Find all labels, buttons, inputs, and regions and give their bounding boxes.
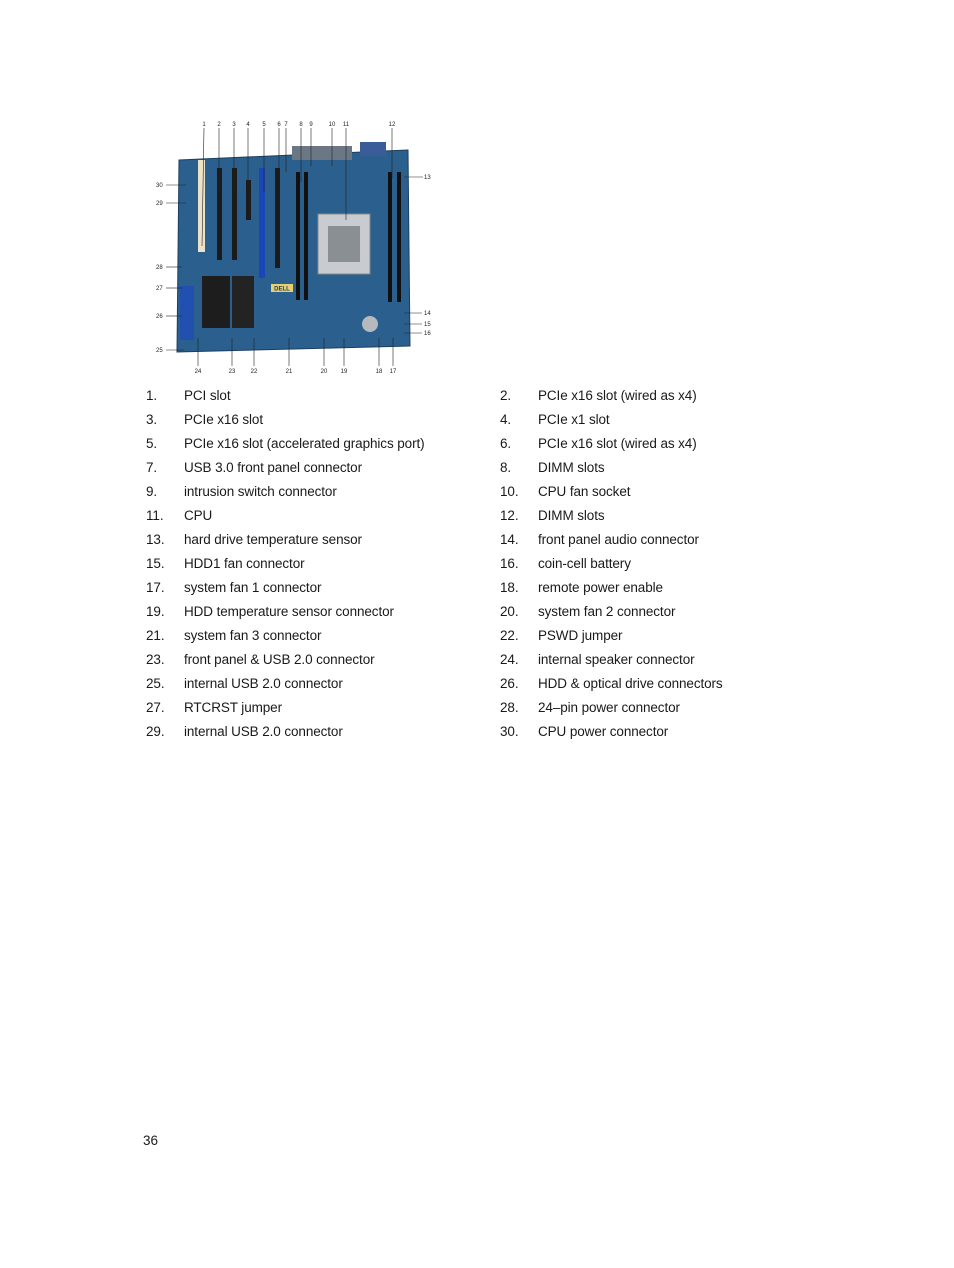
legend-label: system fan 2 connector (538, 604, 676, 619)
legend-label: DIMM slots (538, 508, 605, 523)
legend-number: 7. (146, 460, 158, 475)
callout-1: 1 (202, 122, 206, 128)
legend-row (146, 578, 786, 602)
callout-23: 23 (228, 369, 236, 375)
legend-number: 10. (500, 484, 519, 499)
legend-label: system fan 1 connector (184, 580, 322, 595)
legend-label: internal USB 2.0 connector (184, 724, 343, 739)
legend-number: 23. (146, 652, 165, 667)
legend-number: 27. (146, 700, 165, 715)
legend-label: CPU (184, 508, 213, 523)
legend-label: PCIe x16 slot (accelerated graphics port) (184, 436, 425, 451)
legend-row (146, 650, 786, 674)
callout-19: 19 (340, 369, 348, 375)
legend-label: CPU fan socket (538, 484, 631, 499)
callout-11: 11 (342, 122, 350, 128)
legend-row (146, 698, 786, 722)
legend-row (146, 482, 786, 506)
legend-number: 11. (146, 508, 164, 523)
legend-number: 8. (500, 460, 512, 475)
legend-row (146, 530, 786, 554)
legend-row (146, 626, 786, 650)
legend-number: 24. (500, 652, 519, 667)
legend-row (146, 458, 786, 482)
callout-16: 16 (424, 331, 431, 337)
legend-label: remote power enable (538, 580, 663, 595)
page-number: 36 (143, 1133, 159, 1148)
legend-number: 19. (146, 604, 165, 619)
motherboard-image (142, 116, 440, 380)
legend-label: RTCRST jumper (184, 700, 282, 715)
legend-label: CPU power connector (538, 724, 669, 739)
legend-label: USB 3.0 front panel connector (184, 460, 362, 475)
legend-number: 12. (500, 508, 519, 523)
callout-18: 18 (375, 369, 383, 375)
callout-25: 25 (156, 348, 163, 354)
legend-number: 13. (146, 532, 165, 547)
legend-number: 29. (146, 724, 165, 739)
callout-10: 10 (328, 122, 336, 128)
legend-row (146, 602, 786, 626)
legend-number: 2. (500, 388, 512, 403)
motherboard-figure (142, 116, 440, 380)
callout-8: 8 (299, 122, 303, 128)
legend-number: 18. (500, 580, 519, 595)
legend-label: PCIe x16 slot (wired as x4) (538, 436, 697, 451)
legend-number: 30. (500, 724, 519, 739)
legend-label: PCI slot (184, 388, 231, 403)
legend-label: PCIe x16 slot (wired as x4) (538, 388, 697, 403)
legend-number: 17. (146, 580, 165, 595)
legend-row (146, 410, 786, 434)
legend-number: 6. (500, 436, 512, 451)
legend-label: PCIe x1 slot (538, 412, 610, 427)
legend-label: DIMM slots (538, 460, 605, 475)
legend-label: HDD temperature sensor connector (184, 604, 394, 619)
board-logo-text: DELL (274, 286, 290, 293)
callout-3: 3 (232, 122, 236, 128)
callout-6: 6 (277, 122, 281, 128)
legend-number: 16. (500, 556, 519, 571)
callout-9: 9 (309, 122, 313, 128)
legend-number: 1. (146, 388, 158, 403)
callout-30: 30 (156, 183, 163, 189)
legend-number: 28. (500, 700, 519, 715)
legend-number: 20. (500, 604, 519, 619)
legend-label: PSWD jumper (538, 628, 623, 643)
legend-row (146, 674, 786, 698)
callout-22: 22 (250, 369, 258, 375)
callout-20: 20 (320, 369, 328, 375)
callout-28: 28 (156, 265, 163, 271)
callout-5: 5 (262, 122, 266, 128)
legend-number: 4. (500, 412, 512, 427)
callout-26: 26 (156, 314, 163, 320)
legend-number: 3. (146, 412, 158, 427)
legend-number: 26. (500, 676, 519, 691)
legend-label: internal USB 2.0 connector (184, 676, 343, 691)
callout-2: 2 (217, 122, 221, 128)
legend-number: 21. (146, 628, 165, 643)
legend-row (146, 722, 786, 746)
legend-row (146, 386, 786, 410)
legend-number: 25. (146, 676, 165, 691)
legend-row (146, 434, 786, 458)
callout-15: 15 (424, 322, 431, 328)
legend-label: hard drive temperature sensor (184, 532, 362, 547)
callout-7: 7 (284, 122, 288, 128)
callout-14: 14 (424, 311, 431, 317)
legend-label: internal speaker connector (538, 652, 695, 667)
legend-row (146, 554, 786, 578)
callout-21: 21 (285, 369, 293, 375)
legend-number: 5. (146, 436, 158, 451)
legend-row (146, 506, 786, 530)
legend-label: 24–pin power connector (538, 700, 680, 715)
callout-12: 12 (388, 122, 396, 128)
callout-27: 27 (156, 286, 163, 292)
callout-4: 4 (246, 122, 250, 128)
legend-label: intrusion switch connector (184, 484, 337, 499)
callout-17: 17 (389, 369, 397, 375)
legend-label: front panel audio connector (538, 532, 699, 547)
callout-29: 29 (156, 201, 163, 207)
legend-label: HDD & optical drive connectors (538, 676, 723, 691)
legend-label: HDD1 fan connector (184, 556, 305, 571)
callout-13: 13 (424, 175, 431, 181)
pci-slot-shape (198, 160, 205, 252)
legend-label: front panel & USB 2.0 connector (184, 652, 375, 667)
legend-number: 22. (500, 628, 519, 643)
legend-label: system fan 3 connector (184, 628, 322, 643)
legend-number: 15. (146, 556, 165, 571)
legend-number: 14. (500, 532, 519, 547)
legend-number: 9. (146, 484, 158, 499)
legend-label: coin-cell battery (538, 556, 631, 571)
callout-24: 24 (194, 369, 202, 375)
legend-label: PCIe x16 slot (184, 412, 263, 427)
